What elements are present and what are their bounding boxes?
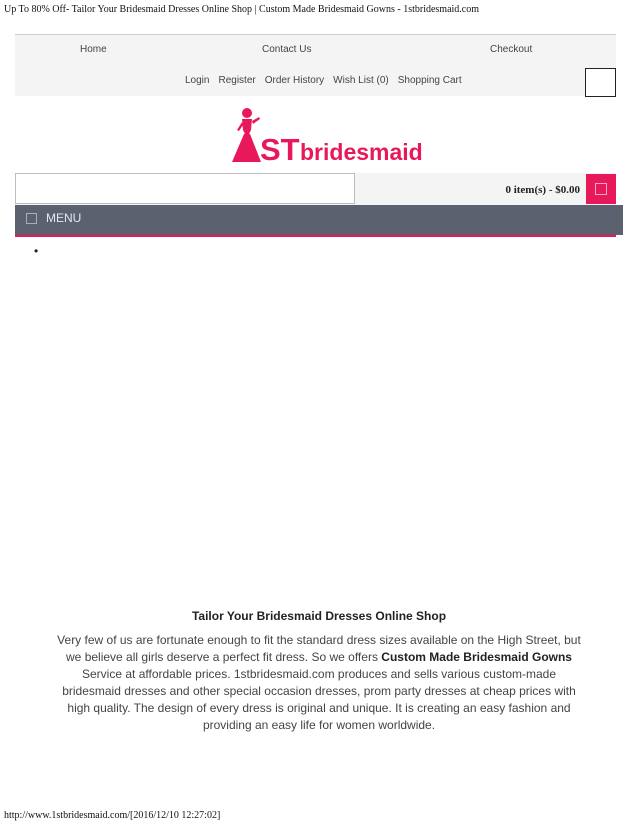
- cart-icon: [595, 183, 607, 195]
- intro-text-part-1: Very few of us are fortunate enough to fit the standard dress sizes available on the High Street, but we believe all girls deserve a perfect fit dress. So we offers: [57, 633, 581, 664]
- logo-name-text: bridesmaid: [300, 139, 423, 165]
- cart-button[interactable]: [586, 174, 616, 204]
- top-navigation-bar: [15, 34, 616, 96]
- search-input[interactable]: [15, 173, 355, 204]
- main-menu-bar[interactable]: [15, 205, 623, 235]
- cart-summary[interactable]: 0 item(s) - $0.00: [505, 184, 580, 196]
- nav-checkout-link[interactable]: Checkout: [490, 44, 533, 55]
- account-links: [185, 75, 462, 86]
- register-link[interactable]: Register: [218, 75, 256, 86]
- shopping-cart-link[interactable]: Shopping Cart: [397, 75, 462, 86]
- nav-home-link[interactable]: Home: [80, 44, 107, 55]
- intro-text-part-2: Service at affordable prices. 1stbridesmaid.com produces and sells various custom-made bridesmaid dresses and other special occasion dresses, prom party dresses at cheap prices with high quality. The design of every dress is original and unique. It is creating an easy fashion and providing an easy life for women worldwide.: [62, 667, 576, 732]
- pdf-page-title: Up To 80% Off- Tailor Your Bridesmaid Dresses Online Shop | Custom Made Bridesmaid Gowns - 1stbridesmaid.com: [4, 4, 480, 15]
- order-history-link[interactable]: Order History: [264, 75, 325, 86]
- nav-contact-link[interactable]: Contact Us: [262, 44, 312, 55]
- logo-st-text: ST: [260, 132, 300, 167]
- custom-gowns-link[interactable]: Custom Made Bridesmaid Gowns: [381, 650, 572, 664]
- wishlist-link[interactable]: Wish List (0): [333, 75, 389, 86]
- menu-label: MENU: [46, 211, 82, 225]
- site-logo[interactable]: [228, 106, 423, 167]
- search-cart-row: [15, 173, 616, 205]
- intro-heading: Tailor Your Bridesmaid Dresses Online Shop: [191, 609, 447, 623]
- login-link[interactable]: Login: [185, 75, 210, 86]
- toggle-button[interactable]: [585, 68, 616, 97]
- intro-paragraph: [56, 632, 582, 734]
- bride-silhouette-icon: [232, 108, 261, 162]
- menu-underline: [15, 235, 616, 237]
- list-bullet: •: [34, 244, 39, 258]
- pdf-page-url: http://www.1stbridesmaid.com/[2016/12/10 12:27:02]: [4, 810, 221, 821]
- menu-icon: [26, 213, 37, 224]
